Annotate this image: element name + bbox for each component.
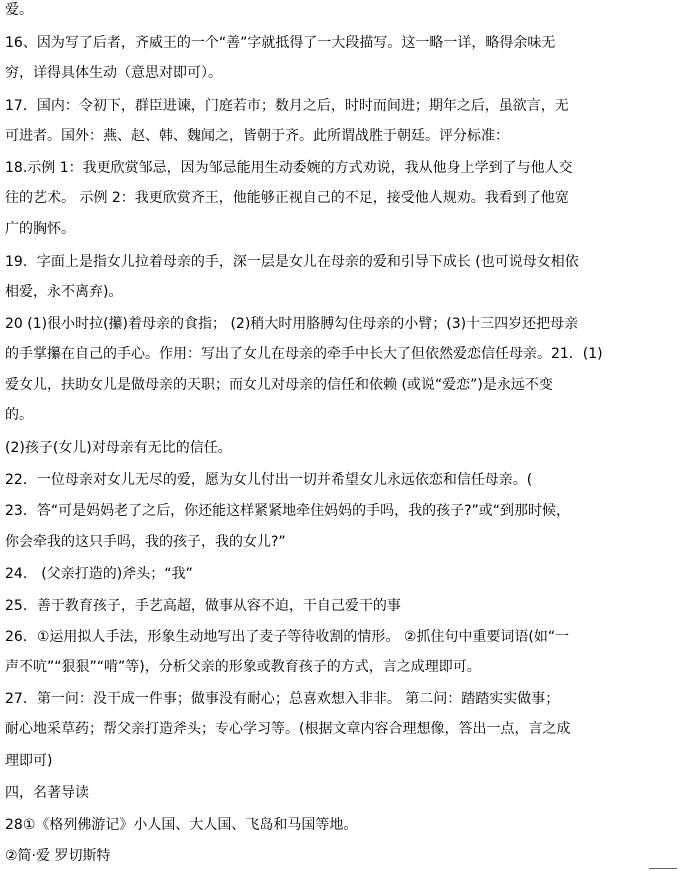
text-line: 25．善于教育孩子，手艺高超，做事从容不迫，干自己爱干的事 bbox=[5, 598, 401, 614]
text-line: 爱。 bbox=[5, 2, 33, 18]
text-line: 26．①运用拟人手法，形象生动地写出了麦子等待收割的情形。 ②抓住句中重要词语(如“一 bbox=[5, 629, 570, 645]
text-line: 27．第一问：没干成一件事；做事没有耐心；总喜欢想入非非。 第二问：踏踏实实做事； bbox=[5, 691, 560, 707]
text-line: 耐心地采草药；帮父亲打造斧头；专心学习等。(根据文章内容合理想像，答出一点，言之成 bbox=[5, 721, 571, 737]
text-line: 往的艺术。 示例 2：我更欣赏齐王，他能够正视自己的不足，接受他人规劝。我看到了他宽 bbox=[5, 190, 569, 206]
text-line: 24． (父亲打造的)斧头；“我” bbox=[5, 566, 193, 582]
text-line: 17．国内：令初下，群臣进谏，门庭若市；数月之后，时时而间进；期年之后，虽欲言，无 bbox=[5, 98, 569, 114]
text-line: 爱女儿，扶助女儿是做母亲的天职；而女儿对母亲的信任和依赖 (或说“爱恋”)是永远不变 bbox=[5, 377, 553, 393]
text-line: 理即可) bbox=[5, 753, 53, 769]
text-line: 的。 bbox=[5, 407, 33, 423]
page-corner-mark bbox=[649, 868, 677, 869]
text-line: 穷，详得具体生动（意思对即可）。 bbox=[5, 65, 222, 81]
text-line: 22．一位母亲对女儿无尽的爱，愿为女儿付出一切并希望女儿永远依恋和信任母亲。( bbox=[5, 472, 533, 488]
text-line: ②简·爱 罗切斯特 bbox=[5, 848, 111, 864]
text-line: 的手掌攥在自己的手心。作用：写出了女儿在母亲的牵手中长大了但依然爱恋信任母亲。21．(1) bbox=[5, 346, 603, 362]
text-line: 广的胸怀。 bbox=[5, 221, 75, 237]
text-line: 18.示例 1：我更欣赏邹忌，因为邹忌能用生动委婉的方式劝说，我从他身上学到了与他人交 bbox=[5, 160, 573, 176]
text-line: 28①《格列佛游记》小人国、大人国、飞岛和马国等地。 bbox=[5, 817, 358, 833]
text-line: 相爱，永不离弃)。 bbox=[5, 284, 123, 300]
text-line: 16、因为写了后者，齐威王的一个“善”字就抵得了一大段描写。这一略一详，略得余味无 bbox=[5, 35, 556, 51]
text-line: 19．字面上是指女儿拉着母亲的手，深一层是女儿在母亲的爱和引导下成长 (也可说母女相依 bbox=[5, 254, 579, 270]
text-line: 可进者。国外：燕、赵、韩、魏闻之，皆朝于齐。此所谓战胜于朝廷。评分标准： bbox=[5, 128, 509, 144]
text-line: 声不吭”“狠狠”“啃”等)，分析父亲的形象或教育孩子的方式，言之成理即可。 bbox=[5, 659, 481, 675]
text-line: 23．答“可是妈妈老了之后，你还能这样紧紧地牵住妈妈的手吗，我的孩子?”或“到那时候， bbox=[5, 503, 571, 519]
section-heading: 四，名著导读 bbox=[5, 785, 89, 801]
text-line: 你会牵我的这只手吗，我的孩子，我的女儿?” bbox=[5, 534, 286, 550]
text-line: (2)孩子(女儿)对母亲有无比的信任。 bbox=[5, 440, 232, 456]
text-line: 20 (1)很小时拉(攥)着母亲的食指； (2)稍大时用胳膊勾住母亲的小臂；(3)十三四岁还把母亲 bbox=[5, 316, 579, 332]
